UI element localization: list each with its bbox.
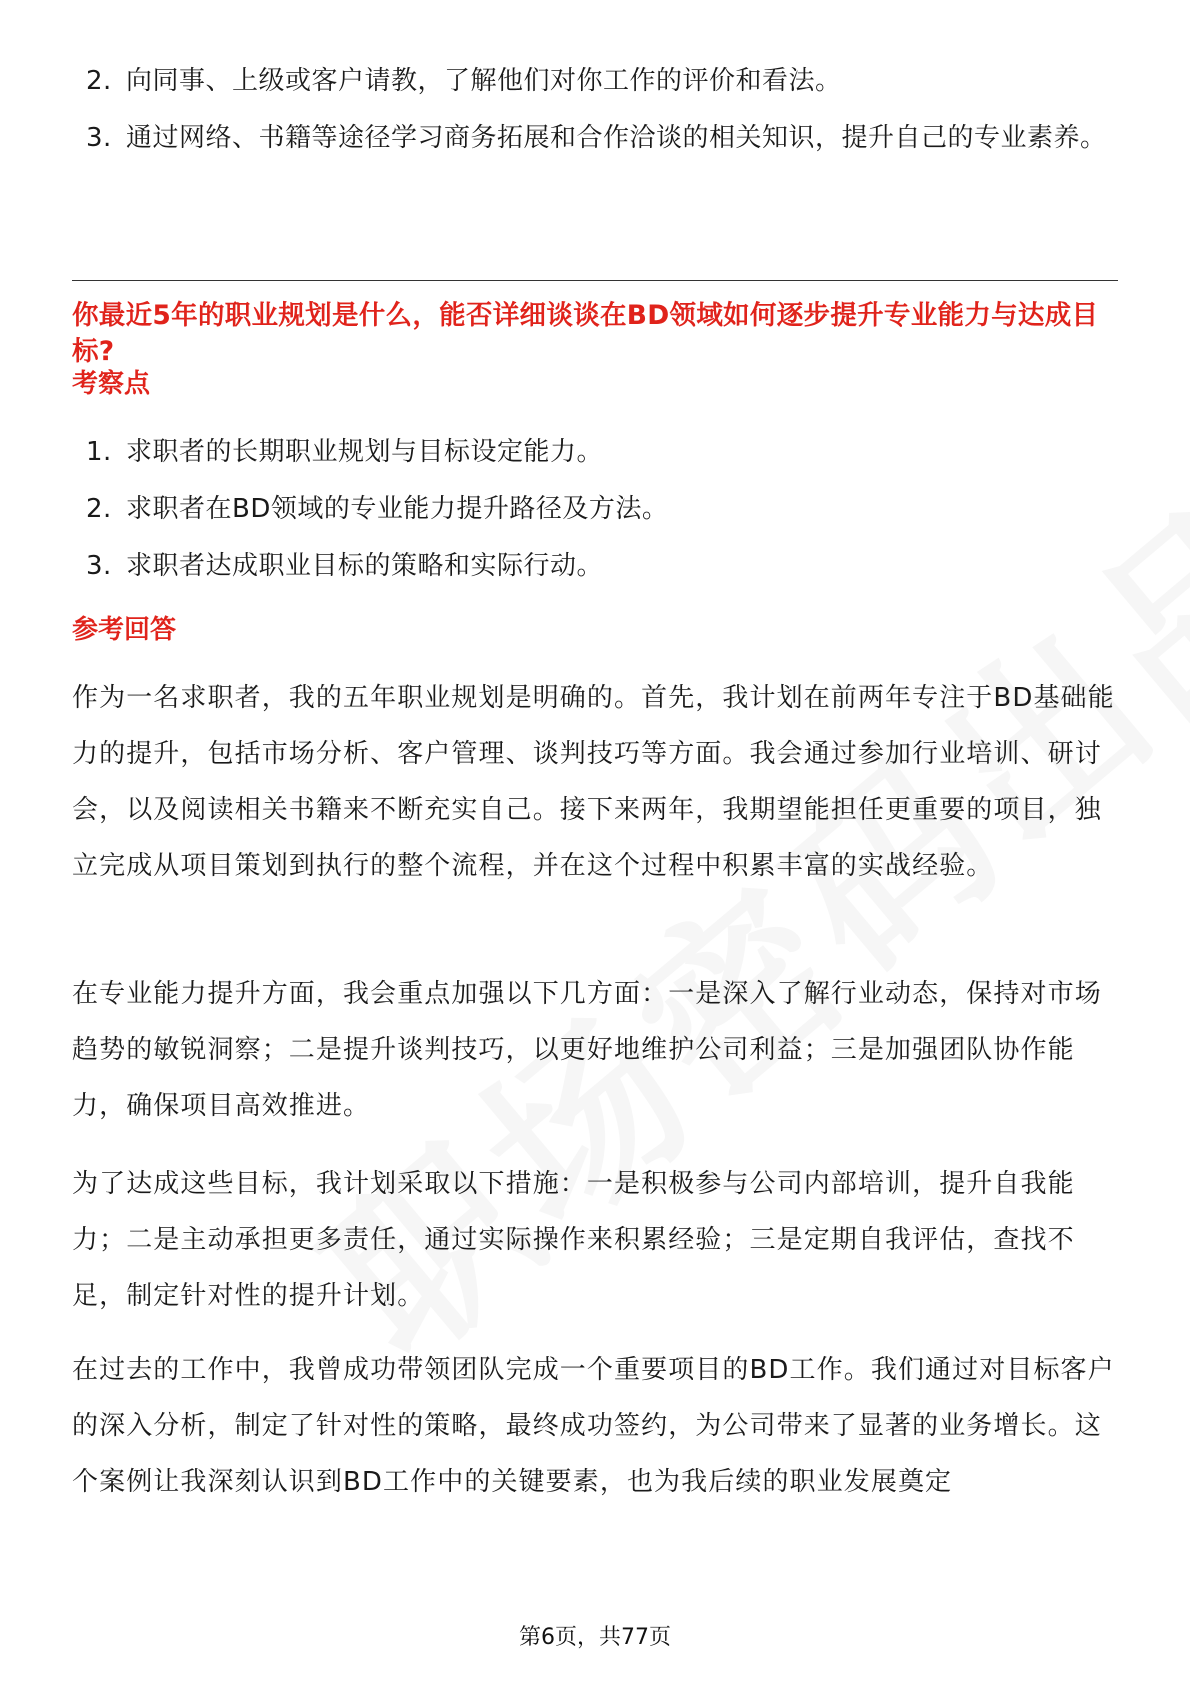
list-text: 求职者在BD领域的专业能力提升路径及方法。: [126, 494, 669, 524]
document-page: [72, 0, 1118, 1684]
page-footer: 第6页，共77页: [519, 1625, 671, 1650]
question-heading: 你最近5年的职业规划是什么，能否详细谈谈在BD领域如何逐步提升专业能力与达成目标?: [72, 300, 1099, 367]
list-item: [72, 424, 1118, 481]
section-divider: [72, 280, 1118, 281]
list-number: 3.: [86, 123, 112, 153]
points-title: 考察点: [72, 369, 151, 399]
list-text: 通过网络、书籍等途径学习商务拓展和合作洽谈的相关知识，提升自己的专业素养。: [126, 123, 1107, 153]
list-number: 1.: [86, 437, 112, 467]
answer-paragraph: 作为一名求职者，我的五年职业规划是明确的。首先，我计划在前两年专注于BD基础能力的提升，包括市场分析、客户管理、谈判技巧等方面。我会通过参加行业培训、研讨会，以及阅读相关书籍来不断充实自己。接下来两年，我期望能担任更重要的项目，独立完成从项目策划到执行的整个流程，并在这个过程中积累丰富的实战经验。: [72, 683, 1115, 881]
list-item: [72, 481, 1118, 538]
list-item: [72, 538, 1118, 595]
answer-paragraph: 在专业能力提升方面，我会重点加强以下几方面：一是深入了解行业动态，保持对市场趋势的敏锐洞察；二是提升谈判技巧，以更好地维护公司利益；三是加强团队协作能力，确保项目高效推进。: [72, 979, 1102, 1121]
continued-list: [72, 53, 1118, 167]
list-number: 2.: [86, 494, 112, 524]
list-text: 求职者达成职业目标的策略和实际行动。: [126, 551, 604, 581]
answer-paragraph: 在过去的工作中，我曾成功带领团队完成一个重要项目的BD工作。我们通过对目标客户的深入分析，制定了针对性的策略，最终成功签约，为公司带来了显著的业务增长。这个案例让我深刻认识到BD工作中的关键要素，也为我后续的职业发展奠定: [72, 1355, 1115, 1497]
answer-title: 参考回答: [72, 615, 177, 645]
list-item: [72, 110, 1118, 167]
list-text: 求职者的长期职业规划与目标设定能力。: [126, 437, 604, 467]
list-number: 3.: [86, 551, 112, 581]
list-item: [72, 53, 1118, 110]
list-text: 向同事、上级或客户请教，了解他们对你工作的评价和看法。: [126, 66, 842, 96]
answer-paragraph: 为了达成这些目标，我计划采取以下措施：一是积极参与公司内部培训，提升自我能力；二是主动承担更多责任，通过实际操作来积累经验；三是定期自我评估，查找不足，制定针对性的提升计划。: [72, 1169, 1075, 1311]
points-list: [72, 424, 1118, 595]
list-number: 2.: [86, 66, 112, 96]
